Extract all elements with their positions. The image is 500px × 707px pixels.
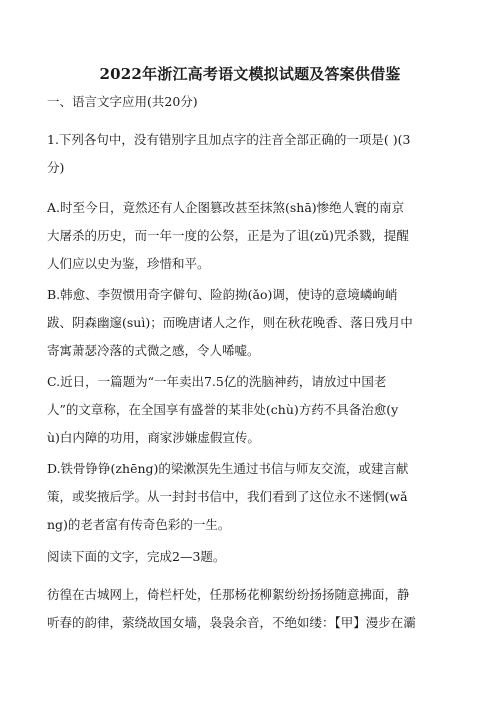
reading-passage <box>47 581 457 637</box>
text-line: 1.下列各句中，没有错别字且加点字的注音全部正确的一项是( )(3 <box>47 132 411 147</box>
question-1-stem <box>47 126 457 182</box>
text-line: D.铁骨铮铮(zhēng)的梁漱溟先生通过书信与师友交流，或建言献 <box>47 461 409 476</box>
text-line: ng)的老者富有传奇色彩的一生。 <box>47 517 231 532</box>
text-line: 人”的文章称，在全国享有盛誉的某非处(chù)方药不具备治愈(y <box>47 402 399 417</box>
text-line: 听春的韵律，萦绕故国女墙，袅袅余音，不绝如缕：【甲】漫步在灞 <box>47 615 416 630</box>
section-heading <box>47 88 457 116</box>
section-heading-text: 一、语言文字应用(共20分) <box>47 94 198 109</box>
reading-instruction-text: 阅读下面的文字，完成2—3题。 <box>47 549 226 564</box>
option-a <box>47 194 457 278</box>
text-line: 分) <box>47 160 65 175</box>
reading-instruction <box>47 543 457 571</box>
text-line: A.时至今日，竟然还有人企图篡改甚至抹煞(shā)惨绝人寰的南京 <box>47 200 405 215</box>
text-line: 人们应以史为鉴，珍惜和平。 <box>47 256 210 271</box>
text-line: C.近日，一篇题为“一年卖出7.5亿的洗脑神药，请放过中国老 <box>47 374 387 389</box>
text-line: 策，或奖掖后学。从一封封书信中，我们看到了这位永不迷惘(wǎ <box>47 489 408 504</box>
option-b <box>47 281 457 365</box>
text-line: 彷徨在古城网上，倚栏杆处，任那杨花柳絮纷纷扬扬随意拂面，静 <box>47 587 410 602</box>
text-line: 寄寓萧瑟冷落的式微之感，令人唏嘘。 <box>47 343 260 358</box>
option-d <box>47 455 457 539</box>
text-line: 大屠杀的历史，而一年一度的公祭，正是为了诅(zǔ)咒杀戮，提醒 <box>47 228 409 243</box>
text-line: ù)白内障的功用，商家涉嫌虚假宣传。 <box>47 430 260 445</box>
text-line: 跋、阴森幽邃(suì)；而晚唐诸人之作，则在秋花晚香、落日残月中 <box>47 315 413 330</box>
text-line: B.韩愈、李贺惯用奇字僻句、险韵拗(ǎo)调，使诗的意境嶙峋峭 <box>47 287 398 302</box>
option-c <box>47 368 457 452</box>
document-title: 2022年浙江高考语文模拟试题及答案供借鉴 <box>99 65 401 83</box>
